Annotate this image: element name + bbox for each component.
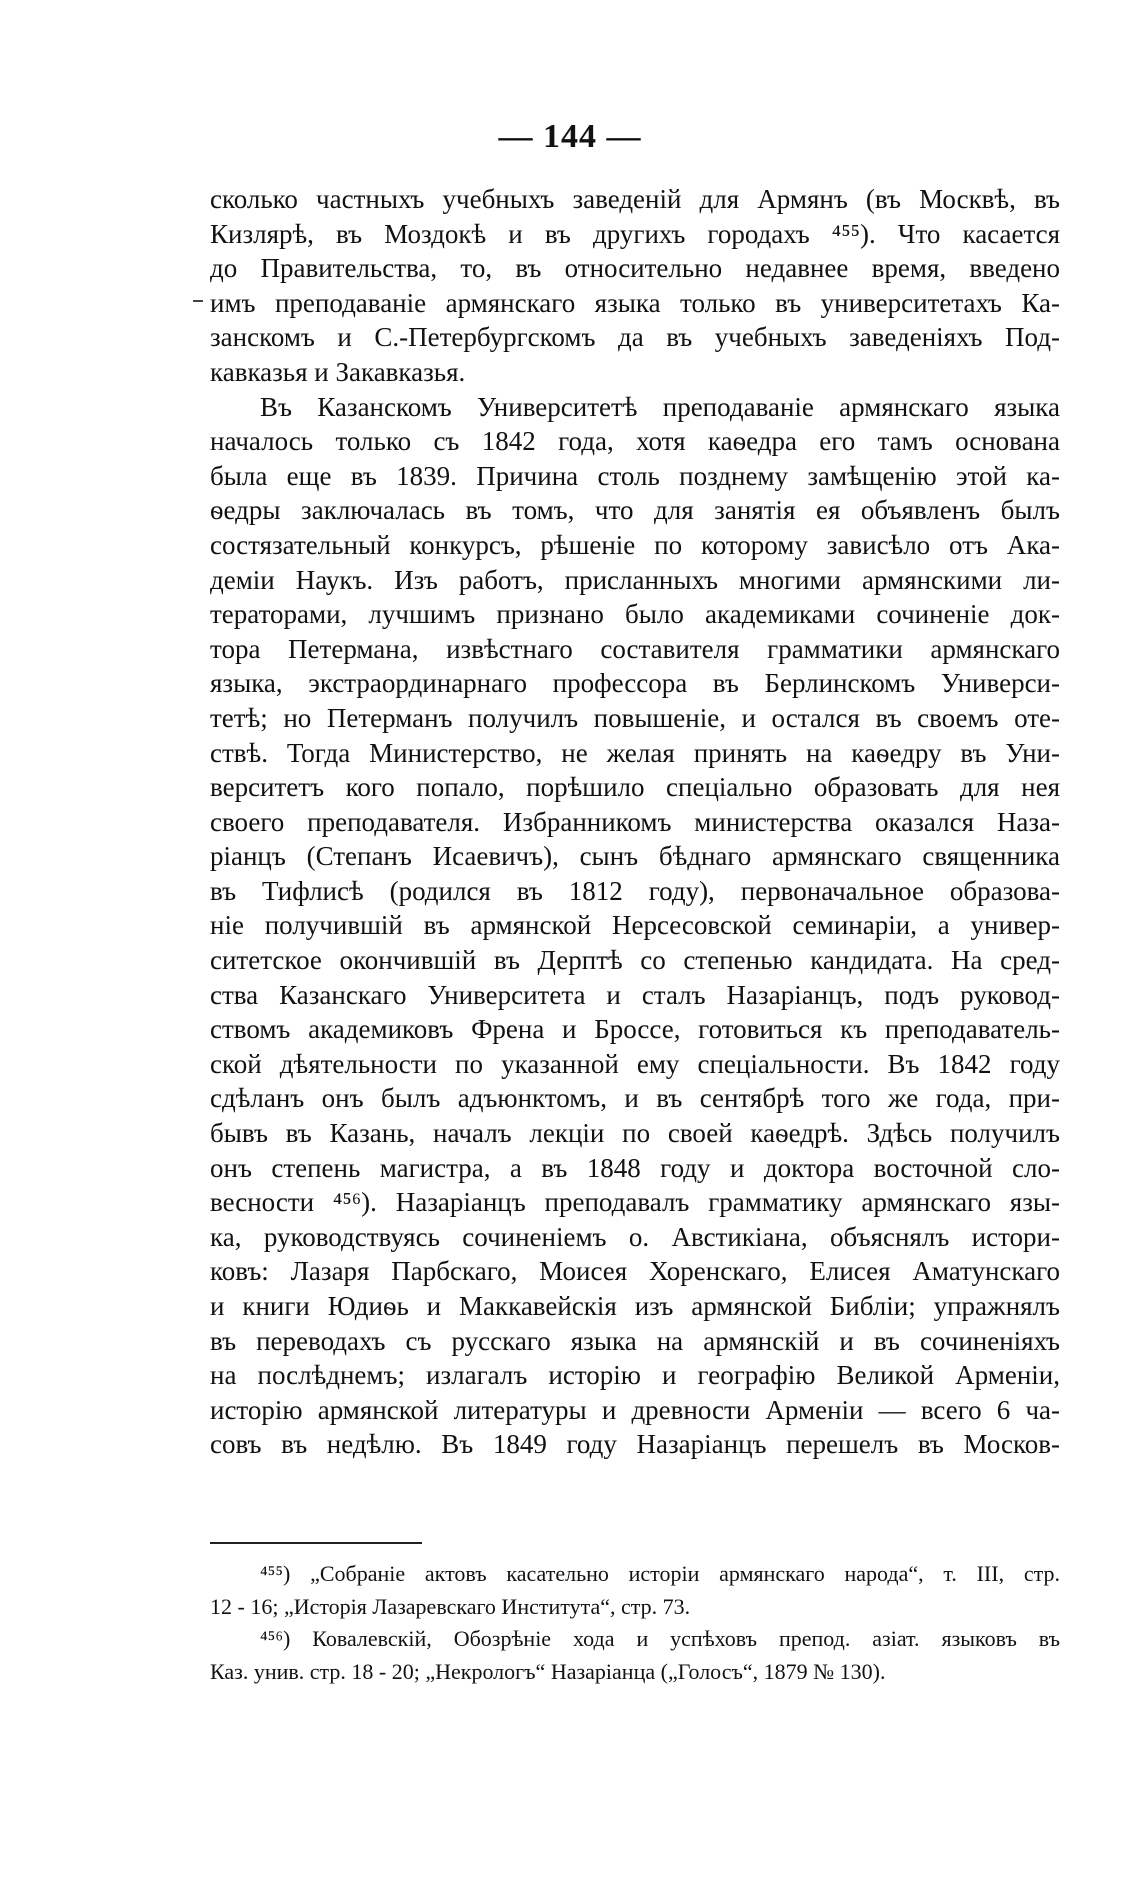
body-line: была еще въ 1839. Причина столь позднему замѣщенію этой ка-	[210, 460, 1060, 491]
body-line: тераторами, лучшимъ признано было академиками сочиненіе док-	[210, 599, 1060, 630]
body-line: ріанцъ (Степанъ Исаевичъ), сынъ бѣднаго армянскаго священника	[210, 841, 1060, 872]
body-line: ковъ: Лазаря Парбскаго, Моисея Хоренскаго, Елисея Аматунскаго	[210, 1256, 1060, 1287]
footnote-line: ⁴⁵⁶) Ковалевскій, Обозрѣніе хода и успѣховъ препод. азіат. языковъ въ	[260, 1626, 1060, 1651]
body-line: ніе получившій въ армянской Нерсесовской семинаріи, а универ-	[210, 910, 1060, 941]
body-line: ка, руководствуясь сочиненіемъ о. Австикіана, объяснялъ истори-	[210, 1221, 1060, 1252]
body-line: кавказья и Закавказья.	[210, 356, 466, 387]
body-line: исторію армянской литературы и древности Арменіи — всего 6 ча-	[210, 1394, 1060, 1425]
margin-mark	[193, 300, 203, 302]
body-line: языка, экстраординарнаго профессора въ Берлинскомъ Универси-	[210, 668, 1060, 699]
body-line: сдѣланъ онъ былъ адъюнктомъ, и въ сентябрѣ того же года, при-	[210, 1083, 1060, 1114]
body-line: совъ въ недѣлю. Въ 1849 году Назаріанцъ перешелъ въ Москов-	[210, 1429, 1060, 1460]
body-line: ситетское окончившій въ Дерптѣ со степенью кандидата. На сред-	[210, 945, 1060, 976]
body-line: деміи Наукъ. Изъ работъ, присланныхъ многими армянскими ли-	[210, 564, 1060, 595]
body-line: ствѣ. Тогда Министерство, не желая принять на каѳедру въ Уни-	[210, 737, 1060, 768]
footnote-line: Каз. унив. стр. 18 - 20; „Некрологъ“ Назаріанца („Голосъ“, 1879 № 130).	[210, 1658, 886, 1684]
body-line: до Правительства, то, въ относительно недавнее время, введено	[210, 253, 1060, 284]
body-line: въ переводахъ съ русскаго языка на армянскій и въ сочиненіяхъ	[210, 1325, 1060, 1356]
body-line: Кизлярѣ, въ Моздокѣ и въ другихъ городахъ ⁴⁵⁵). Что касается	[210, 218, 1060, 249]
body-text	[210, 182, 1060, 1462]
footnote-line: ⁴⁵⁵) „Собраніе актовъ касательно исторіи армянскаго народа“, т. III, стр.	[260, 1561, 1060, 1586]
body-line: своего преподавателя. Избранникомъ министерства оказался Наза-	[210, 806, 1060, 837]
body-line: состязательный конкурсъ, рѣшеніе по которому зависѣло отъ Ака-	[210, 529, 1060, 560]
body-line: верситетъ кого попало, порѣшило спеціально образовать для нея	[210, 772, 1060, 803]
page-number: — 144 —	[498, 118, 642, 155]
footnotes	[210, 1558, 1060, 1688]
body-line: на послѣднемъ; излагалъ исторію и географію Великой Арменіи,	[210, 1360, 1060, 1391]
body-line: Въ Казанскомъ Университетѣ преподаваніе армянскаго языка	[260, 391, 1060, 422]
body-line: занскомъ и С.-Петербургскомъ да въ учебныхъ заведеніяхъ Под-	[210, 322, 1060, 353]
footnote-line: 12 - 16; „Исторія Лазаревскаго Института“, стр. 73.	[210, 1593, 691, 1619]
body-line: ской дѣятельности по указанной ему спеціальности. Въ 1842 году	[210, 1048, 1060, 1079]
body-line: тора Петермана, извѣстнаго составителя грамматики армянскаго	[210, 633, 1060, 664]
body-line: ѳедры заключалась въ томъ, что для занятія ея объявленъ былъ	[210, 495, 1060, 526]
body-line: сколько частныхъ учебныхъ заведеній для Армянъ (въ Москвѣ, въ	[210, 184, 1060, 214]
body-line: весности ⁴⁵⁶). Назаріанцъ преподавалъ грамматику армянскаго язы-	[210, 1187, 1060, 1218]
body-line: тетѣ; но Петерманъ получилъ повышеніе, и остался въ своемъ оте-	[210, 702, 1060, 733]
footnote-rule	[210, 1542, 422, 1544]
body-line: и книги Юдиѳь и Маккавейскія изъ армянской Библіи; упражнялъ	[210, 1291, 1060, 1321]
body-line: имъ преподаваніе армянскаго языка только въ университетахъ Ка-	[210, 287, 1060, 318]
body-line: въ Тифлисѣ (родился въ 1812 году), первоначальное образова-	[210, 875, 1060, 906]
body-line: ствомъ академиковъ Френа и Броссе, готовиться къ преподаватель-	[210, 1014, 1060, 1045]
body-line: началось только съ 1842 года, хотя каѳедра его тамъ основана	[210, 426, 1060, 457]
body-line: онъ степень магистра, а въ 1848 году и доктора восточной сло-	[210, 1152, 1060, 1183]
body-line: бывъ въ Казань, началъ лекціи по своей каѳедрѣ. Здѣсь получилъ	[210, 1118, 1060, 1149]
body-line: ства Казанскаго Университета и сталъ Назаріанцъ, подъ руковод-	[210, 979, 1060, 1010]
